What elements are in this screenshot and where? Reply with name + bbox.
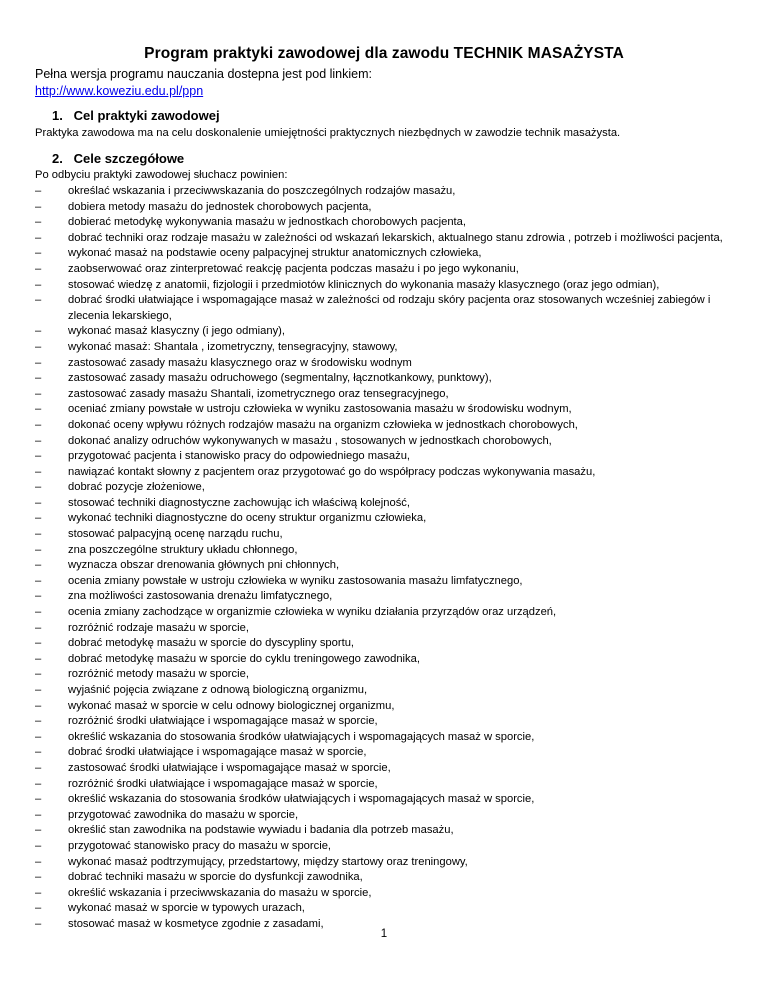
list-item-text: zna poszczególne struktury układu chłonnego, [68, 543, 298, 556]
list-item-text: przygotować pacjenta i stanowisko pracy do odpowiedniego masażu, [68, 450, 411, 463]
list-item-text: wykonać masaż w sporcie w typowych urazach, [68, 902, 305, 915]
section-1-number: 1. [52, 108, 63, 123]
list-item-text: zastosować środki ułatwiające i wspomagające masaż w sporcie, [68, 761, 391, 774]
list-item [35, 901, 725, 917]
list-item-text: wykonać masaż w sporcie w celu odnowy biologicznej organizmu, [68, 699, 395, 712]
section-2-lead: Po odbyciu praktyki zawodowej słuchacz powinien: [35, 169, 288, 181]
list-item [35, 652, 725, 668]
dash-bullet: – [35, 262, 42, 275]
list-item-text: dobrać metodykę masażu w sporcie do dyscypliny sportu, [68, 637, 355, 650]
dash-bullet: – [35, 200, 42, 213]
list-item [35, 231, 725, 247]
list-item-text: wykonać techniki diagnostyczne do oceny struktur organizmu człowieka, [68, 512, 427, 525]
list-item-text: dobrać techniki oraz rodzaje masażu w zależności od wskazań lekarskich, aktualnego stanu zdrowia , potrzeb i możliwości pacjenta, [68, 231, 723, 244]
dash-bullet: – [35, 434, 42, 447]
list-item [35, 792, 725, 808]
dash-bullet: – [35, 465, 42, 478]
dash-bullet: – [35, 294, 42, 307]
dash-bullet: – [35, 543, 42, 556]
section-1-title: Cel praktyki zawodowej [73, 108, 220, 123]
list-item-text: dobrać pozycje złożeniowe, [68, 481, 205, 494]
list-item-text: nawiązać kontakt słowny z pacjentem oraz przygotować go do współpracy podczas wykonywania masażu, [68, 465, 596, 478]
list-item [35, 262, 725, 278]
dash-bullet: – [35, 839, 42, 852]
dash-bullet: – [35, 512, 42, 525]
list-item-text: wykonać masaż klasyczny (i jego odmiany), [68, 325, 285, 338]
dash-bullet: – [35, 761, 42, 774]
list-item [35, 465, 725, 481]
dash-bullet: – [35, 340, 42, 353]
section-2-heading [52, 151, 184, 166]
list-item [35, 340, 725, 356]
dash-bullet: – [35, 824, 42, 837]
dash-bullet: – [35, 730, 42, 743]
list-item-text: stosować palpacyjną ocenę narządu ruchu, [68, 528, 283, 541]
intro-block [35, 66, 372, 100]
list-item-text: określić stan zawodnika na podstawie wywiadu i badania dla potrzeb masażu, [68, 824, 454, 837]
list-item-text: wyjaśnić pojęcia związane z odnową biologiczną organizmu, [68, 684, 368, 696]
list-item [35, 434, 725, 450]
list-item-text: przygotować stanowisko pracy do masażu w sporcie, [68, 839, 332, 852]
list-item [35, 496, 725, 512]
list-item [35, 558, 725, 574]
section-2-number: 2. [52, 151, 63, 166]
list-item-text: dokonać oceny wpływu różnych rodzajów masażu na organizm człowieka w jednostkach chorobowych, [68, 418, 578, 431]
dash-bullet: – [35, 684, 42, 696]
dash-bullet: – [35, 917, 42, 930]
dash-bullet: – [35, 216, 42, 229]
list-item [35, 184, 725, 200]
dash-bullet: – [35, 185, 42, 197]
list-item [35, 730, 725, 746]
dash-bullet: – [35, 793, 42, 806]
list-item-text: oceniać zmiany powstałe w ustroju człowieka w wyniku zastosowania masażu w środowisku wodnym, [68, 403, 572, 416]
dash-bullet: – [35, 715, 42, 728]
list-item [35, 808, 725, 824]
list-item [35, 480, 725, 496]
list-item-text: dobiera metody masażu do jednostek chorobowych pacjenta, [68, 200, 372, 213]
list-item [35, 714, 725, 730]
dash-bullet: – [35, 590, 42, 603]
list-item [35, 371, 725, 387]
list-item-text: określić wskazania do stosowania środków ułatwiających i wspomagających masaż w sporcie, [68, 730, 535, 743]
list-item-text: stosować masaż w kosmetyce zgodnie z zasadami, [68, 917, 324, 930]
list-item-text: wykonać masaż: Shantala , izometryczny, tensegracyjny, stawowy, [68, 340, 398, 353]
list-item-text: zna możliwości zastosowania drenażu limfatycznego, [68, 590, 333, 603]
list-item-text: zaobserwować oraz zinterpretować reakcję pacjenta podczas masażu i po jego wykonaniu, [68, 262, 519, 275]
list-item [35, 402, 725, 418]
dash-bullet: – [35, 559, 42, 572]
list-item [35, 246, 725, 262]
dash-bullet: – [35, 418, 42, 431]
list-item-text: określić wskazania i przeciwwskazania do masażu w sporcie, [68, 886, 372, 899]
dash-bullet: – [35, 387, 42, 400]
list-item-text: wyznacza obszar drenowania głównych pni chłonnych, [68, 559, 340, 572]
dash-bullet: – [35, 777, 42, 790]
list-item-text: wykonać masaż podtrzymujący, przedstartowy, między startowy oraz treningowy, [68, 855, 468, 868]
list-item [35, 293, 725, 324]
list-item [35, 418, 725, 434]
list-item [35, 823, 725, 839]
list-item [35, 855, 725, 871]
section-2-title: Cele szczegółowe [73, 151, 185, 166]
dash-bullet: – [35, 481, 42, 494]
list-item [35, 621, 725, 637]
list-item-text: ocenia zmiany zachodzące w organizmie człowieka w wyniku działania przyrządów oraz urządzeń, [68, 606, 557, 619]
dash-bullet: – [35, 621, 42, 634]
dash-bullet: – [35, 496, 42, 509]
list-item [35, 200, 725, 216]
list-item-text: dobrać środki ułatwiające i wspomagające masaż w zależności od rodzaju skóry pacjenta oraz stosowanych wcześniej zabiegów i zlecenia lekarskiego, [68, 294, 711, 322]
list-item-text: zastosować zasady masażu odruchowego (segmentalny, łącznotkankowy, punktowy), [68, 372, 492, 385]
list-item [35, 589, 725, 605]
objectives-list [35, 184, 725, 933]
program-link[interactable]: http://www.koweziu.edu.pl/ppn [35, 84, 204, 98]
list-item-text: dobrać metodykę masażu w sporcie do cyklu treningowego zawodnika, [68, 652, 420, 665]
dash-bullet: – [35, 746, 42, 759]
dash-bullet: – [35, 325, 42, 338]
dash-bullet: – [35, 808, 42, 821]
list-item-text: określać wskazania i przeciwwskazania do poszczególnych rodzajów masażu, [68, 185, 456, 197]
list-item [35, 527, 725, 543]
list-item [35, 683, 725, 699]
dash-bullet: – [35, 652, 42, 665]
list-item-text: zastosować zasady masażu klasycznego oraz w środowisku wodnym [68, 356, 412, 369]
dash-bullet: – [35, 699, 42, 712]
dash-bullet: – [35, 855, 42, 868]
list-item [35, 215, 725, 231]
dash-bullet: – [35, 871, 42, 884]
intro-text: Pełna wersja programu nauczania dostepna jest pod linkiem: [35, 67, 372, 81]
list-item [35, 761, 725, 777]
list-item [35, 574, 725, 590]
list-item [35, 699, 725, 715]
list-item-text: stosować wiedzę z anatomii, fizjologii i przedmiotów klinicznych do wykonania masaży klasycznego (oraz jego odmian), [68, 278, 660, 291]
list-item [35, 870, 725, 886]
list-item [35, 636, 725, 652]
dash-bullet: – [35, 574, 42, 587]
dash-bullet: – [35, 668, 42, 681]
dash-bullet: – [35, 902, 42, 915]
dash-bullet: – [35, 231, 42, 244]
list-item-text: rozróżnić środki ułatwiające i wspomagające masaż w sporcie, [68, 715, 378, 728]
dash-bullet: – [35, 528, 42, 541]
document-title: Program praktyki zawodowej dla zawodu TECHNIK MASAŻYSTA [144, 45, 624, 62]
list-item-text: przygotować zawodnika do masażu w sporcie, [68, 808, 299, 821]
list-item [35, 886, 725, 902]
list-item [35, 324, 725, 340]
list-item [35, 543, 725, 559]
list-item [35, 511, 725, 527]
page-number: 1 [380, 928, 388, 940]
list-item-text: wykonać masaż na podstawie oceny palpacyjnej struktur anatomicznych człowieka, [68, 247, 482, 260]
list-item-text: rozróżnić metody masażu w sporcie, [68, 668, 249, 681]
dash-bullet: – [35, 450, 42, 463]
list-item-text: rozróżnić środki ułatwiające i wspomagające masaż w sporcie, [68, 777, 378, 790]
list-item [35, 278, 725, 294]
list-item-text: dobrać techniki masażu w sporcie do dysfunkcji zawodnika, [68, 871, 363, 884]
list-item [35, 667, 725, 683]
list-item [35, 449, 725, 465]
dash-bullet: – [35, 403, 42, 416]
dash-bullet: – [35, 372, 42, 385]
list-item-text: dobierać metodykę wykonywania masażu w jednostkach chorobowych pacjenta, [68, 216, 466, 229]
list-item-text: dokonać analizy odruchów wykonywanych w masażu , stosowanych w jednostkach chorobowych, [68, 434, 552, 447]
list-item-text: rozróżnić rodzaje masażu w sporcie, [68, 621, 249, 634]
section-1-text: Praktyka zawodowa ma na celu doskonalenie umiejętności praktycznych niezbędnych w zawodzie technik masażysta. [35, 127, 621, 139]
list-item [35, 356, 725, 372]
list-item [35, 605, 725, 621]
dash-bullet: – [35, 637, 42, 650]
dash-bullet: – [35, 278, 42, 291]
dash-bullet: – [35, 886, 42, 899]
list-item-text: zastosować zasady masażu Shantali, izometrycznego oraz tensegracyjnego, [68, 387, 449, 400]
section-1-heading [52, 108, 220, 123]
list-item [35, 387, 725, 403]
list-item-text: stosować techniki diagnostyczne zachowując ich właściwą kolejność, [68, 496, 411, 509]
list-item-text: określić wskazania do stosowania środków ułatwiających i wspomagających masaż w sporcie, [68, 793, 535, 806]
list-item [35, 745, 725, 761]
list-item [35, 777, 725, 793]
list-item [35, 839, 725, 855]
dash-bullet: – [35, 356, 42, 369]
list-item-text: dobrać środki ułatwiające i wspomagające masaż w sporcie, [68, 746, 367, 759]
dash-bullet: – [35, 606, 42, 619]
list-item-text: ocenia zmiany powstałe w ustroju człowieka w wyniku zastosowania masażu limfatycznego, [68, 574, 523, 587]
dash-bullet: – [35, 247, 42, 260]
